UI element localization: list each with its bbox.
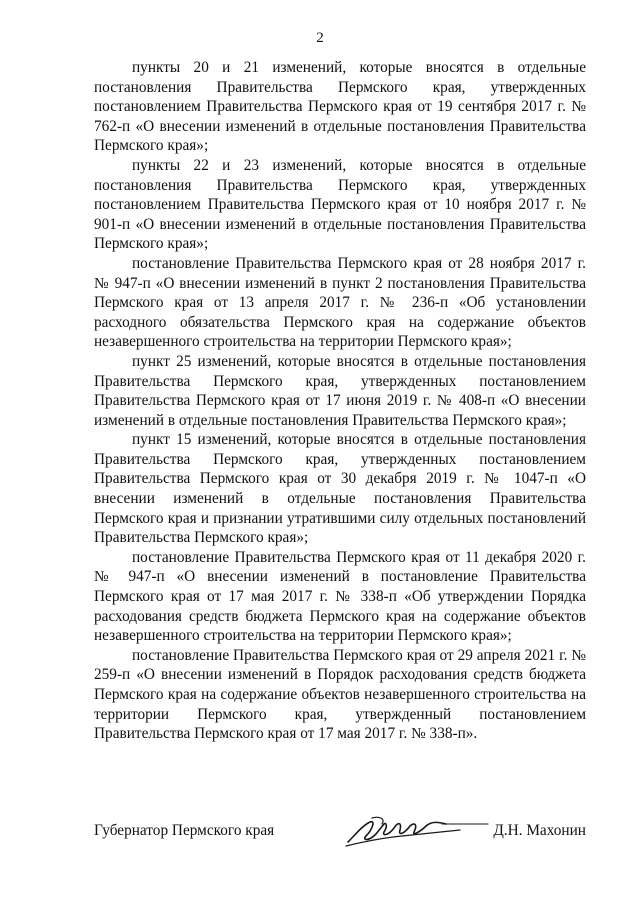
paragraph-3: постановление Правительства Пермского края от 28 ноября 2017 г. № 947-п «О внесении изменений в пункт 2 постановления Правительства Пермского края от 13 апреля 2017 г. № 236-п «Об установлении расходного обязательства Пермского края на содержание объектов незавершенного строительства на территории Пермского края»; [94, 254, 586, 351]
paragraph-5: пункт 15 изменений, которые вносятся в отдельные постановления Правительства Пермского края, утвержденных постановлением Правительства Пермского края от 30 декабря 2019 г. № 1047-п «О внесении изменений в отдельные постановления Правительства Пермского края и признании утратившими силу отдельных постановлений Правительства Пермского края»; [94, 431, 586, 547]
paragraph-1: пункты 20 и 21 изменений, которые вносятся в отдельные постановления Правительства Пермского края, утвержденных постановлением Правительства Пермского края от 19 сентября 2017 г. № 762-п «О внесении изменений в отдельные постановления Правительства Пермского края»; [94, 59, 586, 155]
signatory-name: Д.Н. Махонин [493, 822, 586, 839]
handwritten-signature-icon [342, 812, 492, 852]
document-body [94, 58, 586, 744]
paragraph-7: постановление Правительства Пермского края от 29 апреля 2021 г. № 259-п «О внесении изменений в Порядок расходования средств бюджета Пермского края на содержание объектов незавершенного строительства на территории Пермского края, утвержденный постановлением Правительства Пермского края от 17 мая 2017 г. № 338-п». [94, 646, 586, 743]
signature-block [94, 812, 586, 852]
paragraph-6: постановление Правительства Пермского края от 11 декабря 2020 г. № 947-п «О внесении изменений в постановление Правительства Пермского края от 17 мая 2017 г. № 338-п «Об утверждении Порядка расходования средств бюджета Пермского края на содержание объектов незавершенного строительства на территории Пермского края»; [94, 548, 586, 645]
page-number: 2 [316, 30, 324, 46]
paragraph-4: пункт 25 изменений, которые вносятся в отдельные постановления Правительства Пермского края, утвержденных постановлением Правительства Пермского края от 17 июня 2019 г. № 408-п «О внесении изменений в отдельные постановления Правительства Пермского края»; [94, 352, 586, 429]
paragraph-2: пункты 22 и 23 изменений, которые вносятся в отдельные постановления Правительства Пермского края, утвержденных постановлением Правительства Пермского края от 10 ноября 2017 г. № 901-п «О внесении изменений в отдельные постановления Правительства Пермского края»; [94, 156, 586, 253]
signatory-position: Губернатор Пермского края [94, 822, 275, 839]
